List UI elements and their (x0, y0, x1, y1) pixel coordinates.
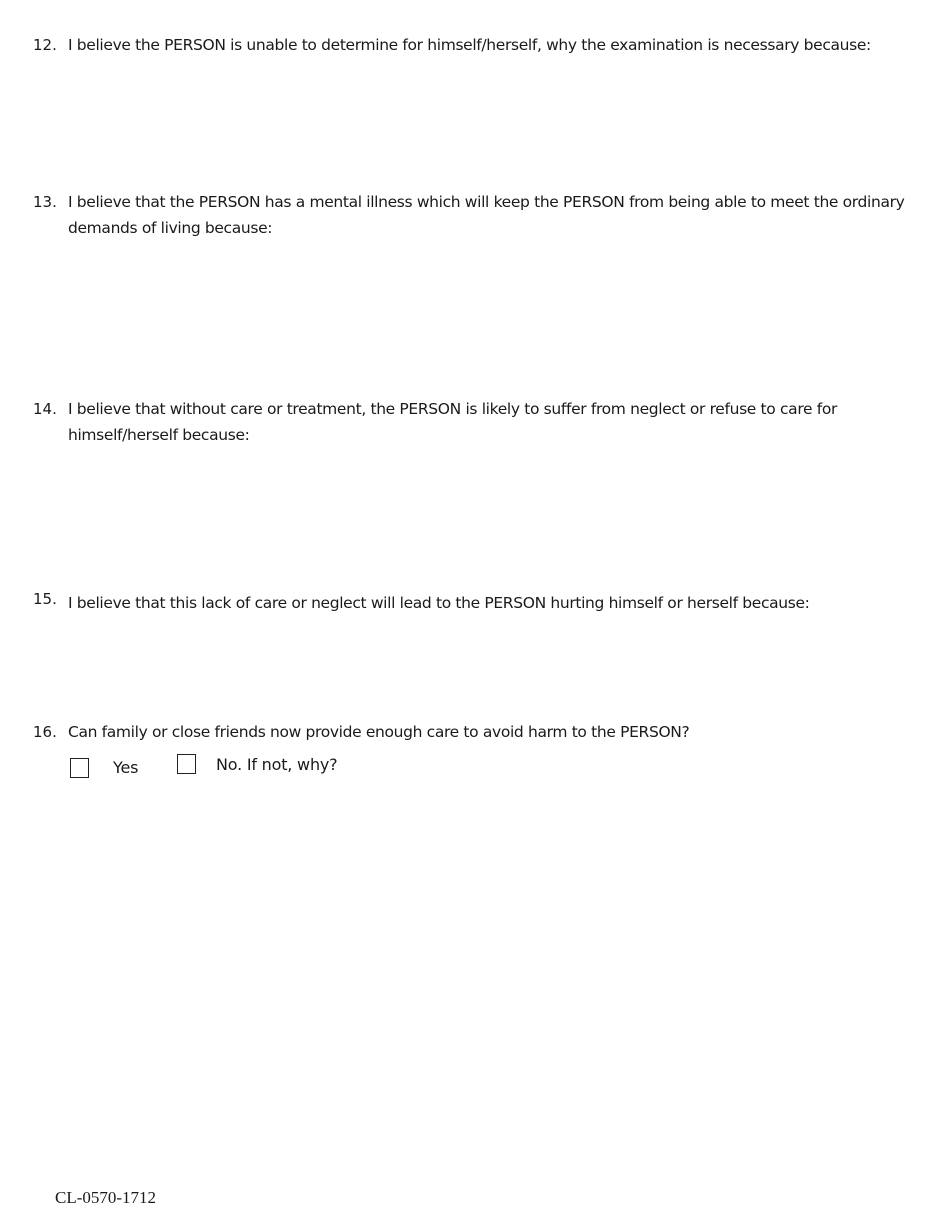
question-text: Can family or close friends now provide enough care to avoid harm to the PERSON? (68, 723, 690, 741)
question-16-options (0, 754, 950, 784)
question-number: 15. (33, 590, 57, 608)
question-number: 12. (33, 36, 57, 54)
no-label: No. If not, why? (216, 755, 338, 774)
question-text-line: I believe that without care or treatment, the PERSON is likely to suffer from neglect or refuse to care for (68, 400, 838, 418)
question-number: 13. (33, 193, 57, 211)
no-checkbox[interactable] (177, 754, 196, 774)
question-text: I believe that this lack of care or neglect will lead to the PERSON hurting himself or herself because: (68, 594, 810, 612)
question-text (68, 189, 930, 241)
question-text-line: himself/herself because: (68, 426, 250, 444)
question-text (68, 396, 930, 448)
yes-checkbox[interactable] (70, 758, 89, 778)
question-number: 14. (33, 400, 57, 418)
question-text-line: demands of living because: (68, 219, 273, 237)
yes-label: Yes (113, 758, 139, 777)
question-text: I believe the PERSON is unable to determine for himself/herself, why the examination is necessary because: (68, 36, 871, 54)
form-code: CL-0570-1712 (55, 1188, 157, 1207)
question-text-line: I believe that the PERSON has a mental illness which will keep the PERSON from being able to meet the ordinary (68, 193, 905, 211)
question-number: 16. (33, 723, 57, 741)
